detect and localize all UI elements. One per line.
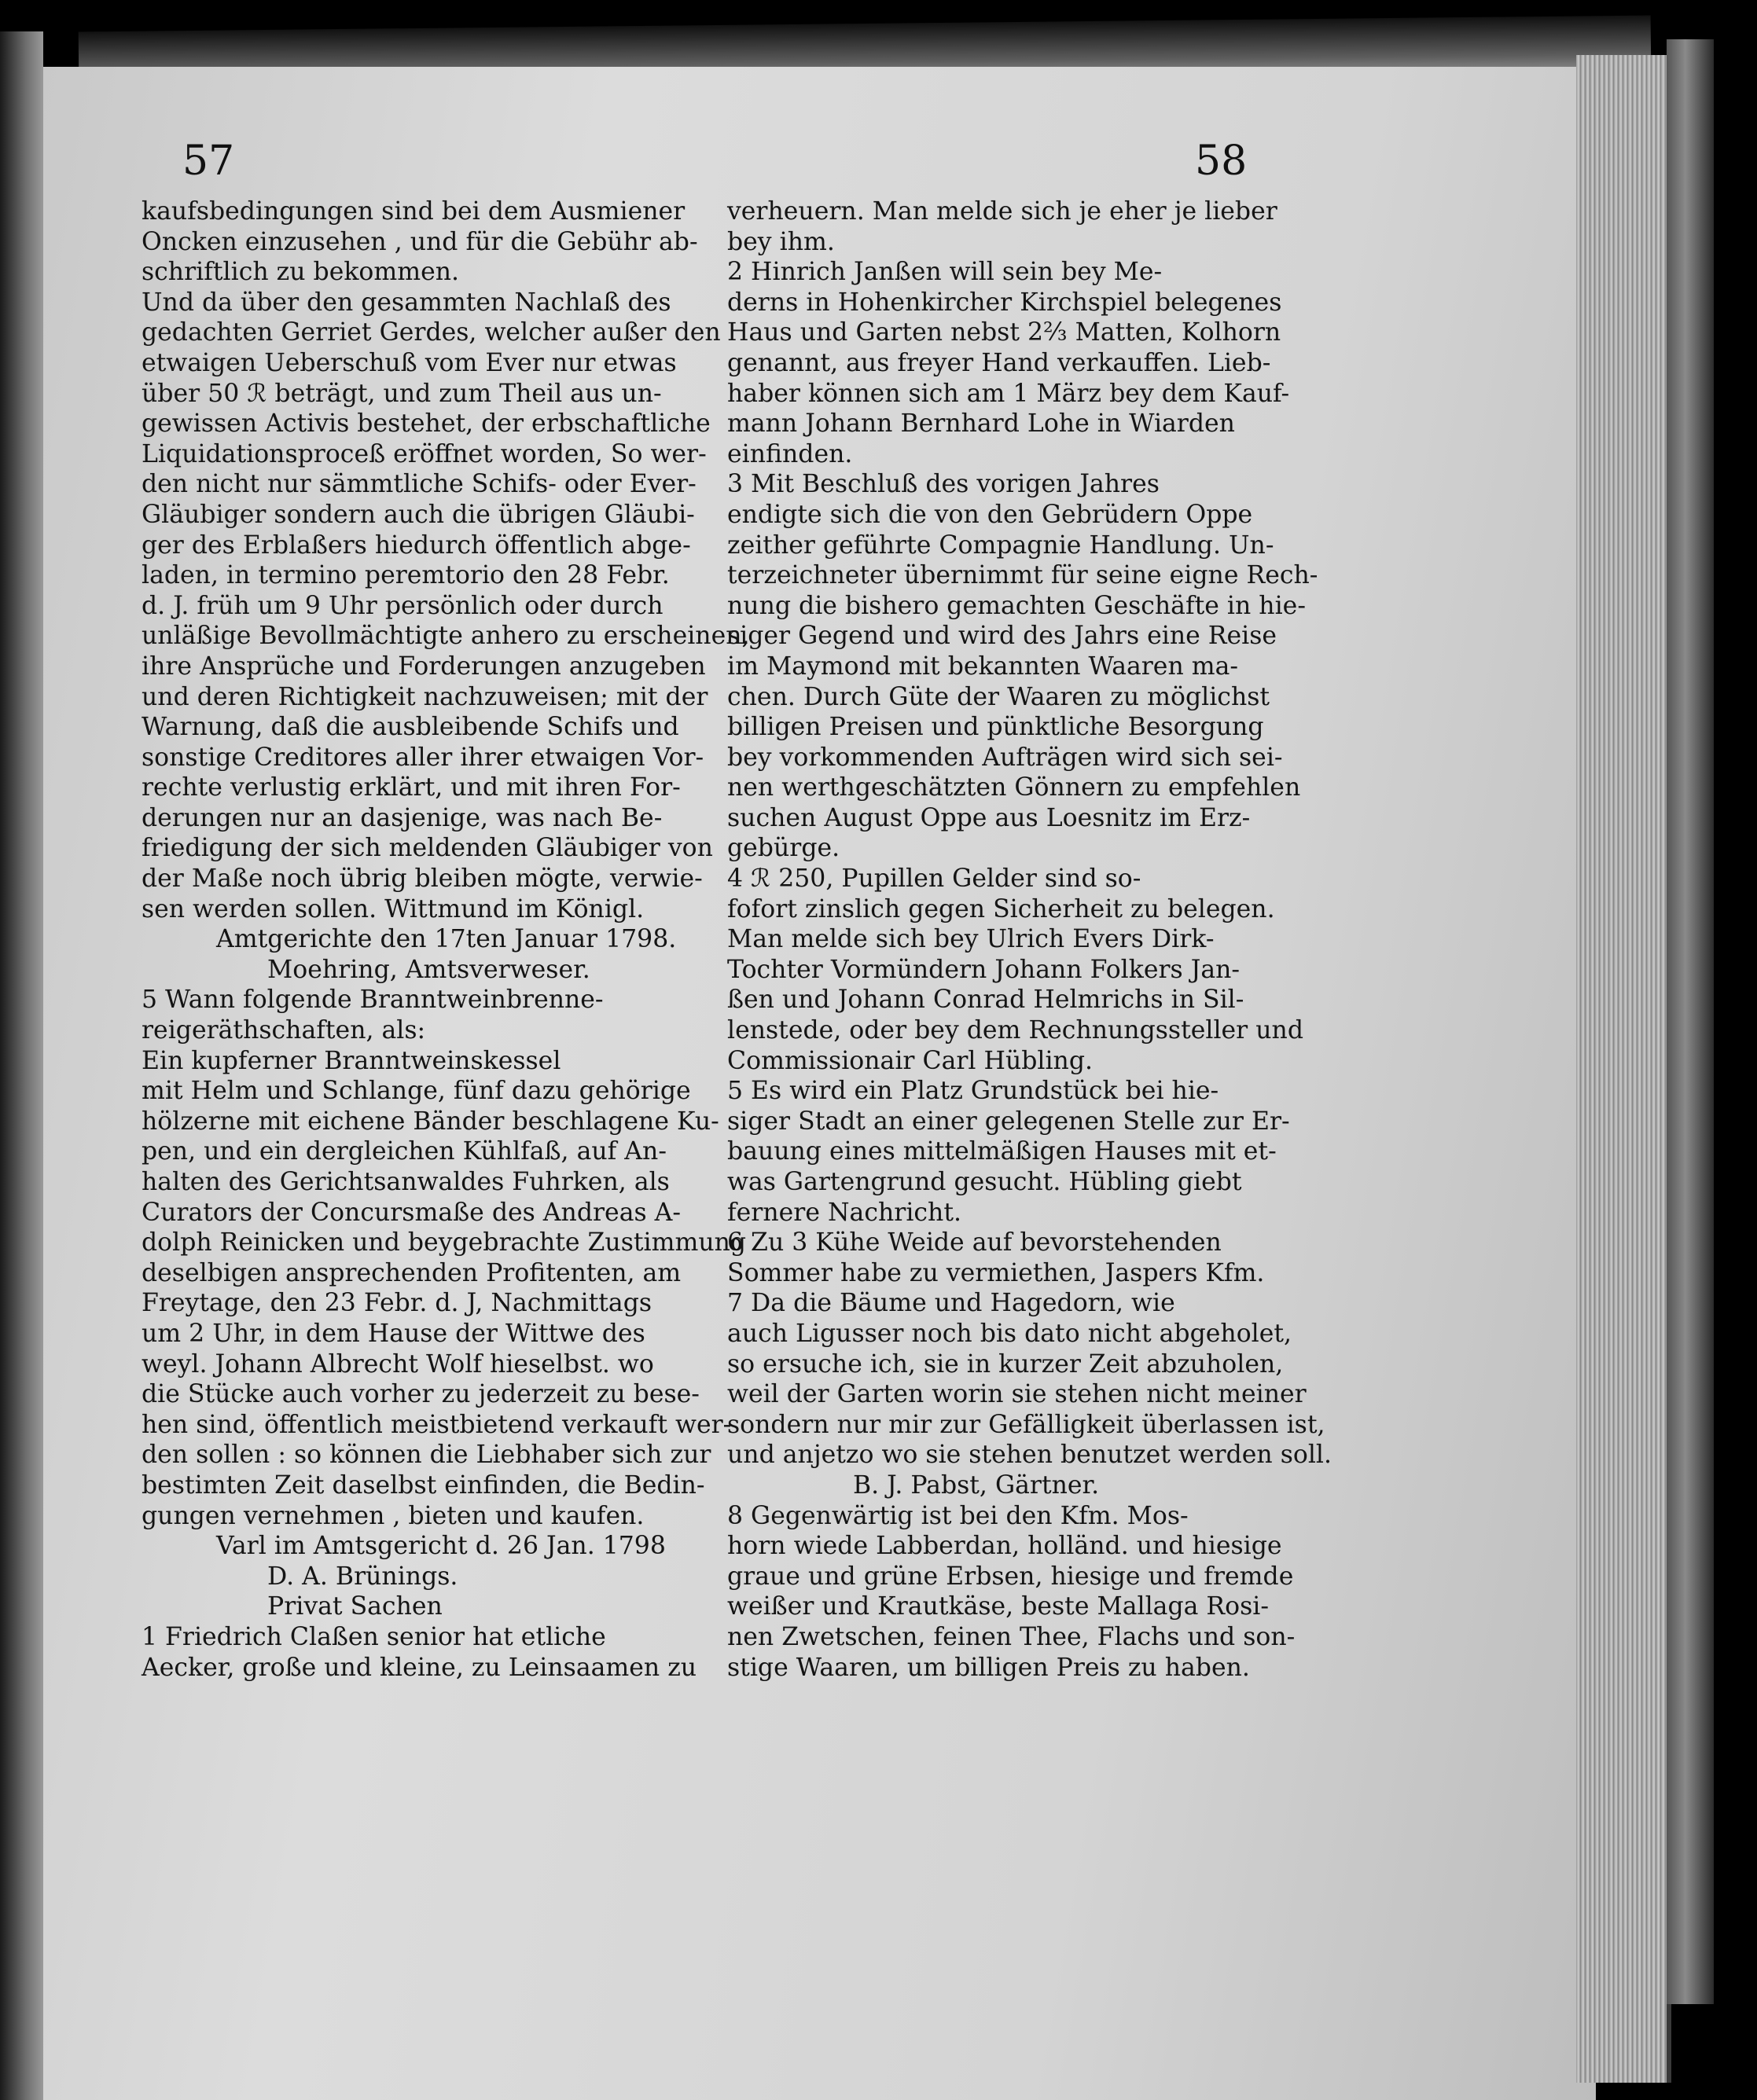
text-line: im Maymond mit bekannten Waaren ma- — [727, 652, 1239, 681]
text-line: Haus und Garten nebst 2⅔ Matten, Kolhorn — [727, 318, 1281, 347]
text-line: Amtgerichte den 17ten Januar 1798. — [216, 925, 677, 954]
text-line: halten des Gerichtsanwaldes Fuhrken, als — [142, 1168, 670, 1196]
text-line: d. J. früh um 9 Uhr persönlich oder durch — [142, 591, 663, 620]
text-line: terzeichneter übernimmt für seine eigne Rech- — [727, 561, 1318, 590]
text-line: hen sind, öffentlich meistbietend verkauft wer- — [142, 1410, 732, 1439]
text-line: Moehring, Amtsverweser. — [267, 955, 590, 984]
text-line: ßen und Johann Conrad Helmrichs in Sil- — [727, 986, 1244, 1015]
text-line: Varl im Amtsgericht d. 26 Jan. 1798 — [216, 1532, 666, 1561]
text-line: gewissen Activis bestehet, der erbschaftliche — [142, 409, 711, 439]
text-line: 7 Da die Bäume und Hagedorn, wie — [727, 1289, 1175, 1318]
text-line: gungen vernehmen , bieten und kaufen. — [142, 1501, 645, 1530]
text-line: 4 ℛ 250, Pupillen Gelder sind so- — [727, 865, 1141, 894]
text-line: und deren Richtigkeit nachzuweisen; mit der — [142, 682, 708, 711]
text-line: 8 Gegenwärtig ist bei den Kfm. Mos- — [727, 1501, 1189, 1530]
text-line: Freytage, den 23 Febr. d. J, Nachmittags — [142, 1289, 652, 1318]
text-line: und anjetzo wo sie stehen benutzet werden soll. — [727, 1441, 1332, 1470]
text-line: genannt, aus freyer Hand verkauffen. Lieb- — [727, 348, 1271, 377]
text-line: siger Gegend und wird des Jahrs eine Reise — [727, 622, 1277, 651]
text-line: bestimten Zeit daselbst einfinden, die Bedin- — [142, 1470, 705, 1500]
text-line: bauung eines mittelmäßigen Hauses mit et- — [727, 1137, 1277, 1166]
text-line: billigen Preisen und pünktliche Besorgung — [727, 713, 1264, 742]
text-line: Tochter Vormündern Johann Folkers Jan- — [727, 955, 1241, 984]
text-line: B. J. Pabst, Gärtner. — [853, 1470, 1100, 1500]
text-line: gebürge. — [727, 834, 840, 863]
text-line: unläßige Bevollmächtigte anhero zu erscheinen, — [142, 622, 750, 651]
text-line: friedigung der sich meldenden Gläubiger von — [142, 834, 713, 863]
text-line: Man melde sich bey Ulrich Evers Dirk- — [727, 925, 1215, 954]
text-line: so ersuche ich, sie in kurzer Zeit abzuholen, — [727, 1349, 1284, 1379]
text-line: fernere Nachricht. — [727, 1198, 962, 1227]
text-line: deselbigen ansprechenden Profitenten, am — [142, 1258, 682, 1287]
text-line: auch Ligusser noch bis dato nicht abgeholet, — [727, 1319, 1292, 1348]
right-text-column — [727, 196, 1332, 1683]
text-line: suchen August Oppe aus Loesnitz im Erz- — [727, 803, 1251, 832]
text-line: nen Zwetschen, feinen Thee, Flachs und son- — [727, 1622, 1296, 1651]
text-line: stige Waaren, um billigen Preis zu haben. — [727, 1653, 1250, 1682]
text-line: 5 Es wird ein Platz Grundstück bei hie- — [727, 1077, 1219, 1106]
text-line: horn wiede Labberdan, holländ. und hiesige — [727, 1532, 1282, 1561]
text-line: etwaigen Ueberschuß vom Ever nur etwas — [142, 348, 677, 377]
text-line: haber können sich am 1 März bey dem Kauf- — [727, 379, 1290, 408]
text-line: mann Johann Bernhard Lohe in Wiarden — [727, 409, 1235, 439]
text-line: reigeräthschaften, als: — [142, 1016, 426, 1045]
cover-edge — [1667, 39, 1714, 2004]
text-line: 1 Friedrich Claßen senior hat etliche — [142, 1622, 606, 1651]
text-line: kaufsbedingungen sind bei dem Ausmiener — [142, 197, 686, 226]
text-line: Warnung, daß die ausbleibende Schifs und — [142, 713, 679, 742]
text-line: Und da über den gesammten Nachlaß des — [142, 288, 671, 317]
text-line: einfinden. — [727, 439, 853, 468]
text-line: derungen nur an dasjenige, was nach Be- — [142, 803, 663, 832]
text-line: 6 Zu 3 Kühe Weide auf bevorstehenden — [727, 1228, 1222, 1257]
text-line: der Maße noch übrig bleiben mögte, verwie- — [142, 865, 703, 894]
page-stack-edge — [1576, 55, 1671, 2083]
text-line: schriftlich zu bekommen. — [142, 258, 460, 287]
text-line: sondern nur mir zur Gefälligkeit überlassen ist, — [727, 1410, 1325, 1439]
text-line: Ein kupferner Branntweinskessel — [142, 1046, 561, 1075]
text-line: sen werden sollen. Wittmund im Königl. — [142, 894, 645, 923]
page-number-left: 57 — [182, 138, 235, 185]
text-line: lenstede, oder bey dem Rechnungssteller und — [727, 1016, 1303, 1045]
text-line: derns in Hohenkircher Kirchspiel belegenes — [727, 288, 1282, 317]
text-line: 2 Hinrich Janßen will sein bey Me- — [727, 258, 1163, 287]
text-line: graue und grüne Erbsen, hiesige und fremde — [727, 1562, 1294, 1591]
text-line: siger Stadt an einer gelegenen Stelle zur Er- — [727, 1107, 1290, 1136]
text-line: 3 Mit Beschluß des vorigen Jahres — [727, 470, 1160, 499]
text-line: dolph Reinicken und beygebrachte Zustimmung — [142, 1228, 747, 1257]
text-line: 5 Wann folgende Branntweinbrenne- — [142, 986, 604, 1015]
text-line: endigte sich die von den Gebrüdern Oppe — [727, 500, 1253, 529]
text-line: chen. Durch Güte der Waaren zu möglichst — [727, 682, 1270, 711]
text-line: sonstige Creditores aller ihrer etwaigen Vor- — [142, 743, 704, 772]
text-line: den sollen : so können die Liebhaber sich zur — [142, 1441, 711, 1470]
text-line: Liquidationsproceß eröffnet worden, So wer- — [142, 439, 707, 468]
text-line: Gläubiger sondern auch die übrigen Gläubi- — [142, 500, 695, 529]
text-line: hölzerne mit eichene Bänder beschlagene Ku- — [142, 1107, 719, 1136]
text-line: nen werthgeschätzten Gönnern zu empfehlen — [727, 773, 1301, 802]
text-line: bey vorkommenden Aufträgen wird sich sei- — [727, 743, 1283, 772]
text-line: weil der Garten worin sie stehen nicht meiner — [727, 1380, 1307, 1409]
text-line: die Stücke auch vorher zu jederzeit zu bese- — [142, 1380, 700, 1409]
text-line: ihre Ansprüche und Forderungen anzugeben — [142, 652, 706, 681]
text-line: verheuern. Man melde sich je eher je lieber — [727, 197, 1277, 226]
text-line: bey ihm. — [727, 227, 835, 256]
text-line: nung die bishero gemachten Geschäfte in hie- — [727, 591, 1306, 620]
text-line: pen, und ein dergleichen Kühlfaß, auf An- — [142, 1137, 667, 1166]
text-line: laden, in termino peremtorio den 28 Febr. — [142, 561, 670, 590]
text-line: Curators der Concursmaße des Andreas A- — [142, 1198, 682, 1227]
text-line: ger des Erblaßers hiedurch öffentlich abge- — [142, 531, 691, 560]
text-line: über 50 ℛ beträgt, und zum Theil aus un- — [142, 379, 662, 408]
text-line: Commissionair Carl Hübling. — [727, 1046, 1094, 1075]
text-line: Oncken einzusehen , und für die Gebühr ab- — [142, 227, 698, 256]
text-line: weißer und Krautkäse, beste Mallaga Rosi- — [727, 1592, 1269, 1621]
text-line: fofort zinslich gegen Sicherheit zu belegen. — [727, 894, 1275, 923]
text-line: rechte verlustig erklärt, und mit ihren For- — [142, 773, 681, 802]
facing-page-edge — [0, 31, 43, 2100]
text-line: Sommer habe zu vermiethen, Jaspers Kfm. — [727, 1258, 1265, 1287]
text-line: D. A. Brünings. — [267, 1562, 458, 1591]
text-line: um 2 Uhr, in dem Hause der Wittwe des — [142, 1319, 645, 1348]
text-line: Privat Sachen — [267, 1592, 443, 1621]
text-line: den nicht nur sämmtliche Schifs- oder Ever- — [142, 470, 697, 499]
page-number-right: 58 — [1195, 138, 1248, 185]
text-line: Aecker, große und kleine, zu Leinsaamen zu — [142, 1653, 697, 1682]
text-line: was Gartengrund gesucht. Hübling giebt — [727, 1168, 1242, 1196]
text-line: weyl. Johann Albrecht Wolf hieselbst. wo — [142, 1349, 654, 1379]
text-line: gedachten Gerriet Gerdes, welcher außer den — [142, 318, 721, 347]
text-line: mit Helm und Schlange, fünf dazu gehörige — [142, 1077, 691, 1106]
text-line: zeither geführte Compagnie Handlung. Un- — [727, 531, 1274, 560]
left-text-column — [142, 196, 750, 1683]
